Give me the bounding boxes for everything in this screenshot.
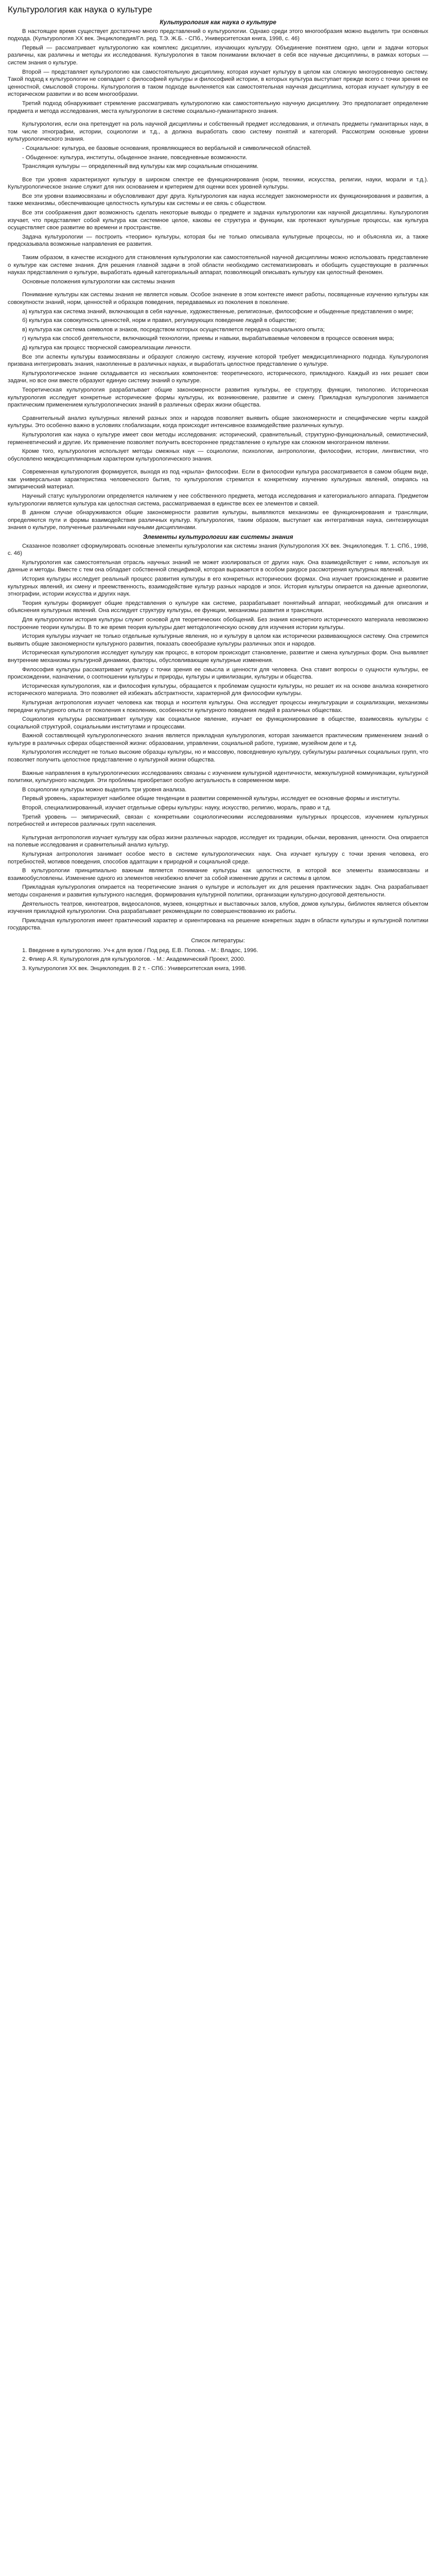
paragraph: д) культура как процесс творческой самореализации личности. bbox=[22, 344, 192, 351]
paragraph: В данном случае обнаруживаются общие закономерности развития культуры, выявляются механизмы ее функционирования и трансляции, определяются пути и формы взаимодействия различных культур. Культурология, таким образом, выступает как интегративная наука, синтезирующая знания о культуре, полученные различными научными дисциплинами. bbox=[8, 510, 428, 531]
paragraph: История культуры изучает не только отдельные культурные явления, но и культуру в целом как исторически развивающуюся систему. Она стремится выявить общие закономерности культурного развития, показать своеобразие культуры различных эпох и народов. bbox=[8, 633, 428, 647]
paragraph: а) культура как система знаний, включающая в себя научные, художественные, религиозные, философские и обыденные представления о мире; bbox=[22, 308, 414, 315]
paragraph: Первый уровень, характеризует наиболее общие тенденции в развитии современной культуры, исследует ее основные формы и институты. bbox=[22, 795, 400, 802]
references-list bbox=[8, 947, 428, 973]
paragraph: Трансляция культуры — определенный вид культуры как мир социальным отношениям. bbox=[22, 163, 259, 170]
paragraph: Задача культурологии — построить «теорию» культуры, которая бы не только описывала культурные процессы, но и объясняла их, а также предсказывала возможные направления ее развития. bbox=[8, 233, 428, 248]
paragraph: Философия культуры рассматривает культуру с точки зрения ее смысла и ценности для человека. Она ставит вопросы о сущности культуры, ее происхождении, назначении, о соотношении культуры и природы, культуры и цивилизации, культуры и общества. bbox=[8, 666, 428, 681]
paragraph: Прикладная культурология опирается на теоретические знания о культуре и использует их для решения практических задач. Она разрабатывает методы сохранения и развития культурного наследия, формирования культурной политики, организации культурно-досуговой деятельности. bbox=[8, 884, 428, 898]
paragraph: Культурная антропология изучает человека как творца и носителя культуры. Она исследует процессы инкультурации и социализации, механизмы передачи культурного опыта от поколения к поколению, особенности культурного поведения людей в различных обществах. bbox=[8, 699, 428, 714]
paragraph: г) культура как способ деятельности, включающий технологии, приемы и навыки, вырабатываемые человеком в процессе освоения мира; bbox=[22, 335, 394, 342]
paragraph: Третий уровень — эмпирический, связан с конкретными социологическими исследованиями культурных процессов, изучением культурных потребностей и интересов различных групп населения. bbox=[8, 814, 428, 828]
paragraph: Культурология как наука о культуре имеет свои методы исследования: исторический, сравнительный, структурно-функциональный, семиотический, герменевтический и другие. Их применение позволяет получить всестороннее представление о культуре как сложном многогранном явлении. bbox=[8, 431, 428, 446]
section-spacer bbox=[8, 411, 428, 415]
document-body bbox=[8, 19, 428, 932]
paragraph: Таким образом, в качестве исходного для становления культурологии как самостоятельной научной дисциплины можно использовать представление о культуре как системе знания. Для решения главной задачи в этой области необходимо систематизировать и обобщить существующие в различных науках представления о культуре, выработать единый категориальный аппарат, позволяющий описывать культуру как целостный феномен. bbox=[8, 255, 428, 276]
section-spacer bbox=[8, 464, 428, 468]
paragraph: Культурология как самостоятельная отрасль научных знаний не может изолироваться от других наук. Она взаимодействует с ними, используя их данные и методы. Вместе с тем она обладает собственной спецификой, которая выражается в особом ракурсе рассмотрения культурных явлений. bbox=[8, 559, 428, 573]
paragraph: Культурная антропология изучает культуру как образ жизни различных народов, исследует их традиции, обычаи, верования, ценности. Она опирается на полевые исследования и сравнительный анализ культур. bbox=[8, 834, 428, 849]
paragraph: Теоретическая культурология разрабатывает общие закономерности развития культуры, ее структуру, функции, типологию. Историческая культурология исследует конкретные исторические формы культуры, их возникновение, развитие и смену. Прикладная культурология занимается практическим применением культурологических знаний в различных сферах жизни общества. bbox=[8, 386, 428, 409]
paragraph: б) культура как совокупность ценностей, норм и правил, регулирующих поведение людей в обществе; bbox=[22, 317, 297, 324]
section-heading: Элементы культурологии как системы знания bbox=[143, 533, 293, 541]
paragraph: Все эти уровни взаимосвязаны и обусловливают друг друга. Культурология как наука исследует закономерности их функционирования и развития, а также механизмы, обеспечивающие целостность культуры как системы и ее связь с обществом. bbox=[8, 193, 428, 207]
paragraph: Все эти соображения дают возможность сделать некоторые выводы о предмете и задачах культурологии как научной дисциплины. Культурология изучает, что представляет собой культура как системное целое, каковы ее структура и функции, как протекают культурные процессы, как культура осуществляет свое развитие во времени и пространстве. bbox=[8, 210, 428, 231]
section-spacer bbox=[8, 250, 428, 254]
paragraph: Все эти аспекты культуры взаимосвязаны и образуют сложную систему, изучение которой требует междисциплинарного подхода. Культурология призвана интегрировать знания, накопленные в различных науках, и выработать целостное представление о культуре. bbox=[8, 353, 428, 368]
paragraph: Культурная антропология занимает особое место в системе культурологических наук. Она изучает культуру с точки зрения человека, его потребностей, мотивов поведения, способов адаптации к природной и социальной среде. bbox=[8, 851, 428, 865]
section-spacer bbox=[8, 287, 428, 291]
paragraph: Культурология, если она претендует на роль научной дисциплины и собственный предмет исследования, и отличать предметы гуманитарных наук, в том числе этнографии, истории, социологии и т.д., а должна выработать свою систему понятий и категорий. Рассмотрим основные уровни культурологического знания. bbox=[8, 121, 428, 143]
reference-item: 3. Культурология XX век. Энциклопедия. В 2 т. - СПб.: Университетская книга, 1998. bbox=[22, 965, 247, 972]
paragraph: Для культурологии история культуры служит основой для теоретических обобщений. Без знания конкретного исторического материала невозможно построение теории культуры. В то же время теория культуры дает методологическую основу для изучения истории культуры. bbox=[8, 616, 428, 631]
paragraph: Сравнительный анализ культурных явлений разных эпох и народов позволяет выявить общие закономерности и специфические черты каждой культуры. Это особенно важно в условиях глобализации, когда происходит интенсивное взаимодействие различных культур. bbox=[8, 415, 428, 429]
paragraph: Сказанное позволяет сформулировать основные элементы культурологии как системы знания (Культурология XX век. Энциклопедия. Т. 1. СПб., 1998, с. 46) bbox=[8, 543, 428, 557]
reference-item: 1. Введение в культурологию. Уч-к для вузов / Под ред. Е.В. Попова. - М.: Владос, 1996. bbox=[22, 947, 258, 954]
references-title: Список литературы: bbox=[191, 937, 245, 944]
paragraph: - Обыденное: культура, институты, обыденное знание, повседневные возможности. bbox=[22, 154, 248, 161]
paragraph: Первый — рассматривает культурологию как комплекс дисциплин, изучающих культуру. Объединение понятием одно, цели и задачи которых различны, как различны и методы их исследования. Культурология в таком понимании включает в себя все научные дисциплины, в рамках которых — систем знания о культуре. bbox=[8, 44, 428, 66]
section-spacer bbox=[8, 116, 428, 121]
paragraph: В социологии культуры можно выделить три уровня анализа. bbox=[22, 786, 187, 793]
paragraph: В настоящее время существует достаточно много представлений о культурологии. Однако среди этого многообразия можно выделить три основных подхода. (Культурология XX век. Энциклопедия/Гл. ред. Т.Э. Ж.Б. - СПб., Университетская книга, 1998, с. 46) bbox=[8, 28, 428, 42]
paragraph: - Социальное: культура, ее базовые основания, проявляющиеся во вербальной и символической областей. bbox=[22, 145, 312, 151]
paragraph: Кроме того, культурология использует методы смежных наук — социологии, психологии, антропологии, философии, истории, лингвистики, что обусловлено междисциплинарным характером культурологического знания. bbox=[8, 448, 428, 462]
paragraph: Понимание культуры как системы знания не является новым. Особое значение в этом контексте имеют работы, посвященные изучению культуры как совокупности знаний, норм, ценностей и образцов поведения, передаваемых из поколения в поколение. bbox=[8, 292, 428, 306]
document bbox=[0, 0, 436, 984]
paragraph: в) культура как система символов и знаков, посредством которых осуществляется передача социального опыта; bbox=[22, 326, 325, 333]
paragraph: Второй — представляет культурологию как самостоятельную дисциплину, которая изучает культуру в целом как сложную многоуровневую систему. Такой подход к культурологии не совпадает с философией культуры и философией истории, в которых культура выступает прежде всего с точки зрения ее ценностной, смысловой стороны. Культурология в таком подходе вычленяется как самостоятельная научная дисциплина, которая изучает культуру в ее историческом развитии и во всем многообразии. bbox=[8, 69, 428, 98]
paragraph: Все три уровня характеризуют культуру в широком спектре ее функционирования (норм, техники, искусства, религии, науки, морали и т.д.). Культурологическое знание служит для них основанием и критерием для оценки всех уровней культуры. bbox=[8, 176, 428, 191]
paragraph: Важной составляющей культурологического знания является прикладная культурология, которая занимается практическим применением знаний о культуре в различных сферах общественной жизни: образовании, управлении, социальной работе, туризме, музейном деле и т.д. bbox=[8, 733, 428, 747]
paragraph: Историческая культурология исследует культуру как процесс, в котором происходит становление, развитие и смена культурных форм. Она выявляет внутренние механизмы культурной динамики, факторы, обусловливающие культурные изменения. bbox=[8, 650, 428, 664]
section-spacer bbox=[8, 830, 428, 834]
paragraph: Основные положения культурологии как системы знания bbox=[22, 278, 175, 285]
section-heading: Культурология как наука о культуре bbox=[160, 19, 276, 26]
paragraph: Важные направления в культурологических исследованиях связаны с изучением культурной идентичности, межкультурной коммуникации, культурной политики, культурного наследия. Эти проблемы приобретают особую актуальность в современном мире. bbox=[8, 770, 428, 784]
paragraph: В культурологии принципиально важным является понимание культуры как целостности, в которой все элементы взаимосвязаны и взаимообусловлены. Изменение одного из элементов неизбежно влечет за собой изменение других и системы в целом. bbox=[8, 868, 428, 882]
paragraph: Прикладная культурология имеет практический характер и ориентирована на решение конкретных задач в области культуры и культурной политики государства. bbox=[8, 917, 428, 931]
paragraph: Историческая культурология, как и философия культуры, обращается к проблемам сущности культуры, но решает их на основе анализа конкретного исторического материала. Это позволяет ей избежать абстрактности, характерной для философии культуры. bbox=[8, 683, 428, 697]
paragraph: Научный статус культурологии определяется наличием у нее собственного предмета, метода исследования и категориального аппарата. Предметом культурологии является культура как целостная система, рассматриваемая в единстве всех ее элементов и связей. bbox=[8, 493, 428, 507]
paragraph: Деятельность театров, кинотеатров, видеосалонов, музеев, концертных и выставочных залов, клубов, домов культуры, библиотек является объектом изучения прикладной культурологии. Она разрабатывает рекомендации по совершенствованию их работы. bbox=[8, 901, 428, 915]
paragraph: Современная культурология формируется, выходя из под «крыла» философии. Если в философии культура рассматривается в самом общем виде, как универсальная характеристика человеческого бытия, то культурология стремится к конкретному изучению культурных явлений, опираясь на эмпирический материал. bbox=[8, 469, 428, 490]
paragraph: Третий подход обнаруживает стремление рассматривать культурологию как самостоятельную научную дисциплину. Это предполагает определение предмета и метода исследования, места культурологии в системе социально-гуманитарного знания. bbox=[8, 100, 428, 114]
page-title: Культурология как наука о культуре bbox=[8, 5, 152, 14]
paragraph: Культурология исследует не только высокие образцы культуры, но и массовую, повседневную культуру, субкультуры различных социальных групп, что позволяет получить целостное представление о культурной жизни общества. bbox=[8, 749, 428, 764]
section-spacer bbox=[8, 766, 428, 770]
paragraph: Социология культуры рассматривает культуру как социальное явление, изучает ее функционирование в обществе, взаимосвязь культуры с социальной структурой, социальными институтами и процессами. bbox=[8, 716, 428, 730]
section-spacer bbox=[8, 172, 428, 176]
paragraph: Культурологическое знание складывается из нескольких компонентов: теоретического, исторического, прикладного. Каждый из них решает свои задачи, но все они вместе образуют единую систему знаний о культуре. bbox=[8, 370, 428, 384]
paragraph: Второй, специализированный, изучает отдельные сферы культуры: науку, искусство, религию, мораль, право и т.д. bbox=[22, 805, 331, 811]
reference-item: 2. Флиер А.Я. Культурология для культурологов. - М.: Академический Проект, 2000. bbox=[22, 956, 246, 963]
paragraph: Теория культуры формирует общие представления о культуре как системе, разрабатывает понятийный аппарат, необходимый для описания и объяснения культурных явлений. Она исследует структуру культуры, ее функции, механизмы развития и трансляции. bbox=[8, 600, 428, 614]
paragraph: История культуры исследует реальный процесс развития культуры в его конкретных исторических формах. Она изучает происхождение и развитие культурных явлений, их смену и преемственность, взаимодействие культур разных народов и эпох. История культуры опирается на данные археологии, этнографии, истории искусства и других наук. bbox=[8, 576, 428, 598]
